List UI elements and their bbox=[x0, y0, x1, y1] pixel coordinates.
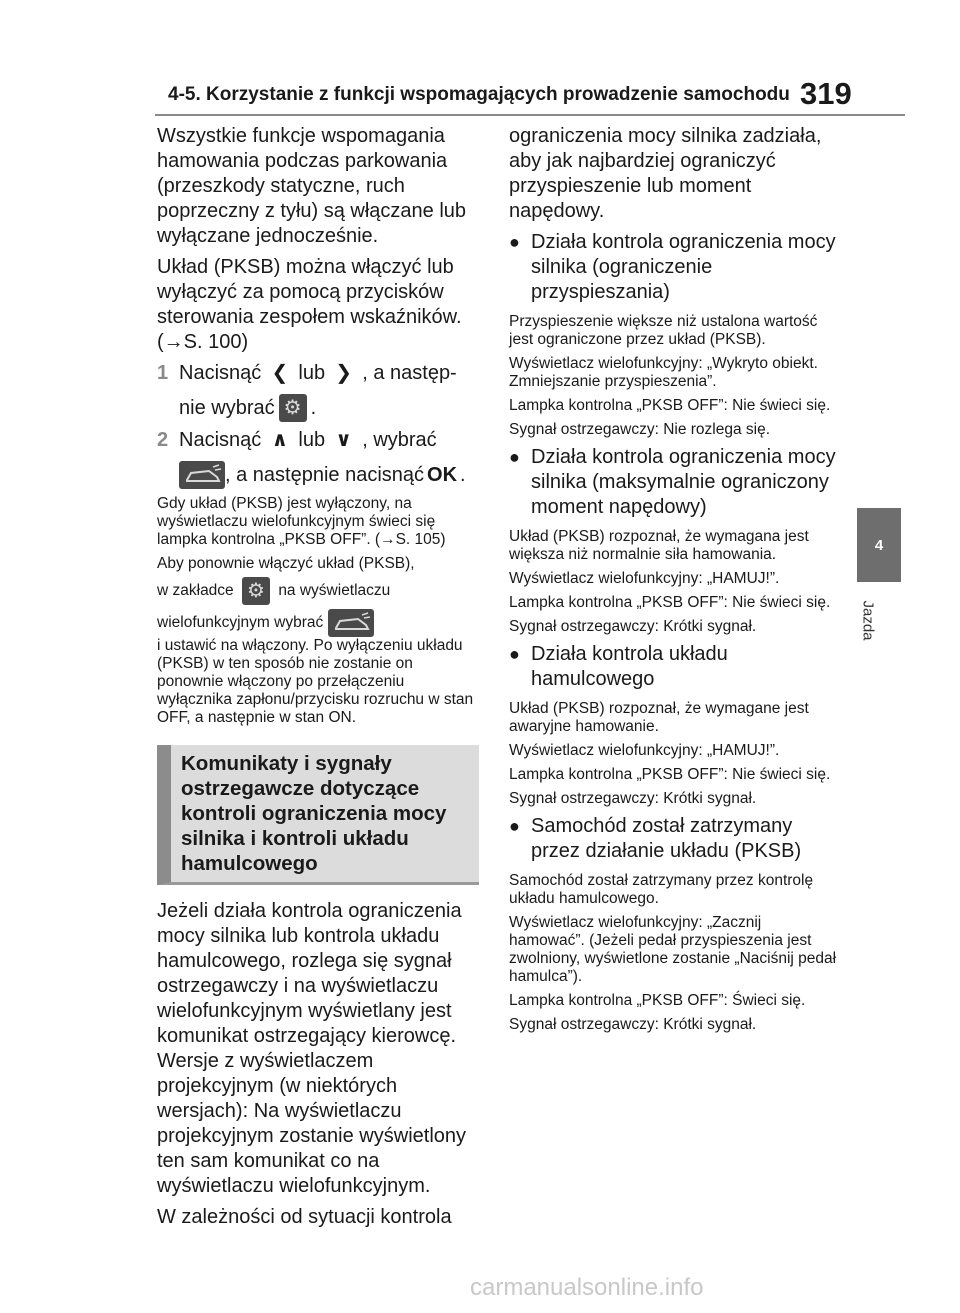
step-text: nie wybrać bbox=[179, 396, 275, 419]
detail-line: Lampka kontrolna „PKSB OFF”: Nie świeci się. bbox=[509, 397, 831, 414]
note-line bbox=[157, 609, 479, 637]
step-text: , a następnie nacisnąć bbox=[225, 463, 425, 486]
detail-line: Sygnał ostrzegawczy: Krótki sygnał. bbox=[509, 618, 757, 635]
detail-line: Samochód został zatrzymany przez kontrolę układu hamulcowego. bbox=[509, 872, 814, 907]
note: i ustawić na włączony. Po wyłączeniu układu (PKSB) w ten sposób nie zostanie on ponownie włączony po przełączeniu wyłącznika zapłonu/przycisku rozruchu w stan OFF, a następnie w stan ON. bbox=[157, 637, 474, 726]
step-2 bbox=[157, 428, 479, 489]
note-text: w zakładce bbox=[157, 582, 234, 600]
chevron-down-icon: ∨ bbox=[335, 429, 352, 451]
bullet-dot-icon: ● bbox=[509, 816, 520, 836]
step-number: 1 bbox=[157, 362, 169, 384]
bullet-title: Samochód został zatrzymany przez działanie układu (PKSB) bbox=[531, 815, 802, 862]
bullet-title: Działa kontrola układu hamulcowego bbox=[531, 643, 728, 690]
step-1 bbox=[157, 361, 479, 422]
detail-line: Wyświetlacz wielofunkcyjny: „HAMUJ!”. bbox=[509, 742, 780, 759]
bullet-item bbox=[509, 230, 839, 305]
chapter-label-text: Jazda bbox=[859, 600, 877, 641]
detail-line: Układ (PKSB) rozpoznał, że wymagane jest awaryjne hamowanie. bbox=[509, 700, 809, 735]
step-text: Nacisnąć bbox=[179, 362, 262, 384]
chapter-tab[interactable] bbox=[857, 508, 901, 582]
note-line bbox=[157, 577, 479, 605]
bullet-dot-icon: ● bbox=[509, 644, 520, 664]
note: Gdy układ (PKSB) jest wyłączony, na wyświetlaczu wielofunkcyjnym świeci się lampka kontrolna „PKSB OFF”. (→S. 105) bbox=[157, 495, 446, 548]
detail-line: Wyświetlacz wielofunkcyjny: „HAMUJ!”. bbox=[509, 570, 780, 587]
chevron-left-icon: ❮ bbox=[271, 362, 289, 384]
bullet-title: Działa kontrola ograniczenia mocy silnika (ograniczenie przyspieszania) bbox=[531, 231, 836, 303]
paragraph: Jeżeli działa kontrola ograniczenia mocy silnika lub kontrola układu hamulcowego, rozlega się sygnał ostrzegawczy i na wyświetlaczu wielofunkcyjnym wyświetlany jest komunikat ostrzegający kierowcę. Wersje z wyświetlaczem projekcyjnym (w niektórych wersjach): Na wyświetlaczu projekcyjnym zostanie wyświetlony ten sam komunikat co na wyświetlaczu wielofunkcyjnym. bbox=[157, 900, 467, 1197]
paragraph: W zależności od sytuacji kontrola bbox=[157, 1206, 452, 1228]
step-text: . bbox=[460, 463, 466, 486]
ok-button-icon: OK bbox=[427, 463, 458, 486]
detail-line: Wyświetlacz wielofunkcyjny: „Zacznij hamować”. (Jeżeli pedał przyspieszenia jest zwolniony, wyświetlone zostanie „Naciśnij pedał hamulca”). bbox=[509, 914, 837, 985]
bullet-dot-icon: ● bbox=[509, 232, 520, 252]
chevron-up-icon: ∧ bbox=[271, 429, 288, 451]
step-text: . bbox=[310, 396, 317, 419]
note-text: na wyświetlaczu bbox=[278, 582, 391, 600]
bullet-title: Działa kontrola ograniczenia mocy silnika (maksymalnie ograniczony moment napędowy) bbox=[531, 446, 836, 518]
detail-line: Sygnał ostrzegawczy: Krótki sygnał. bbox=[509, 790, 757, 807]
chevron-right-icon: ❯ bbox=[335, 362, 353, 384]
car-sensor-icon bbox=[179, 461, 225, 489]
chapter-label bbox=[859, 592, 890, 652]
left-column bbox=[157, 124, 479, 1236]
gear-icon bbox=[242, 577, 270, 605]
car-sensor-icon bbox=[328, 609, 374, 637]
chapter-number: 4 bbox=[874, 536, 884, 554]
bullet-item bbox=[509, 814, 839, 864]
note: Aby ponownie włączyć układ (PKSB), bbox=[157, 555, 415, 572]
detail-line: Lampka kontrolna „PKSB OFF”: Świeci się. bbox=[509, 992, 806, 1009]
step-number: 2 bbox=[157, 429, 169, 451]
paragraph: Wszystkie funkcje wspomagania hamowania podczas parkowania (przeszkody statyczne, ruch poprzeczny z tyłu) są włączane lub wyłączane jednocześnie. bbox=[157, 125, 467, 247]
detail-line: Sygnał ostrzegawczy: Krótki sygnał. bbox=[509, 1016, 757, 1033]
header-divider bbox=[155, 114, 905, 116]
detail-line: Lampka kontrolna „PKSB OFF”: Nie świeci się. bbox=[509, 594, 831, 611]
bullet-item bbox=[509, 445, 839, 520]
paragraph: ograniczenia mocy silnika zadziała, aby jak najbardziej ograniczyć przyspieszenie lub moment napędowy. bbox=[509, 125, 822, 222]
detail-line: Lampka kontrolna „PKSB OFF”: Nie świeci się. bbox=[509, 766, 831, 783]
step-text: Nacisnąć bbox=[179, 429, 262, 451]
gear-icon bbox=[279, 394, 307, 422]
detail-line: Przyspieszenie większe niż ustalona wartość jest ograniczone przez układ (PKSB). bbox=[509, 313, 818, 348]
detail-line: Wyświetlacz wielofunkcyjny: „Wykryto obiekt. Zmniejszanie przyspieszenia”. bbox=[509, 355, 818, 390]
step-text: , wybrać bbox=[362, 429, 437, 451]
right-column bbox=[509, 124, 839, 1040]
detail-line: Sygnał ostrzegawczy: Nie rozlega się. bbox=[509, 421, 771, 438]
step-text: lub bbox=[298, 429, 326, 451]
bullet-dot-icon: ● bbox=[509, 447, 520, 467]
section-title: 4-5. Korzystanie z funkcji wspomagających prowadzenie samochodu bbox=[168, 84, 790, 105]
step-text: , a następ- bbox=[362, 362, 457, 384]
step-text: lub bbox=[298, 362, 326, 384]
paragraph: Układ (PKSB) można włączyć lub wyłączyć za pomocą przycisków sterowania zespołem wskaźników. (→S. 100) bbox=[157, 256, 462, 353]
section-heading: Komunikaty i sygnały ostrzegawcze dotyczące kontroli ograniczenia mocy silnika i kontroli układu hamulcowego bbox=[157, 745, 479, 885]
bullet-item bbox=[509, 642, 839, 692]
watermark: carmanualsonline.info bbox=[470, 1274, 704, 1301]
note-text: wielofunkcyjnym wybrać bbox=[157, 614, 324, 632]
page-number: 319 bbox=[800, 76, 852, 111]
detail-line: Układ (PKSB) rozpoznał, że wymagana jest większa niż normalnie siła hamowania. bbox=[509, 528, 809, 563]
